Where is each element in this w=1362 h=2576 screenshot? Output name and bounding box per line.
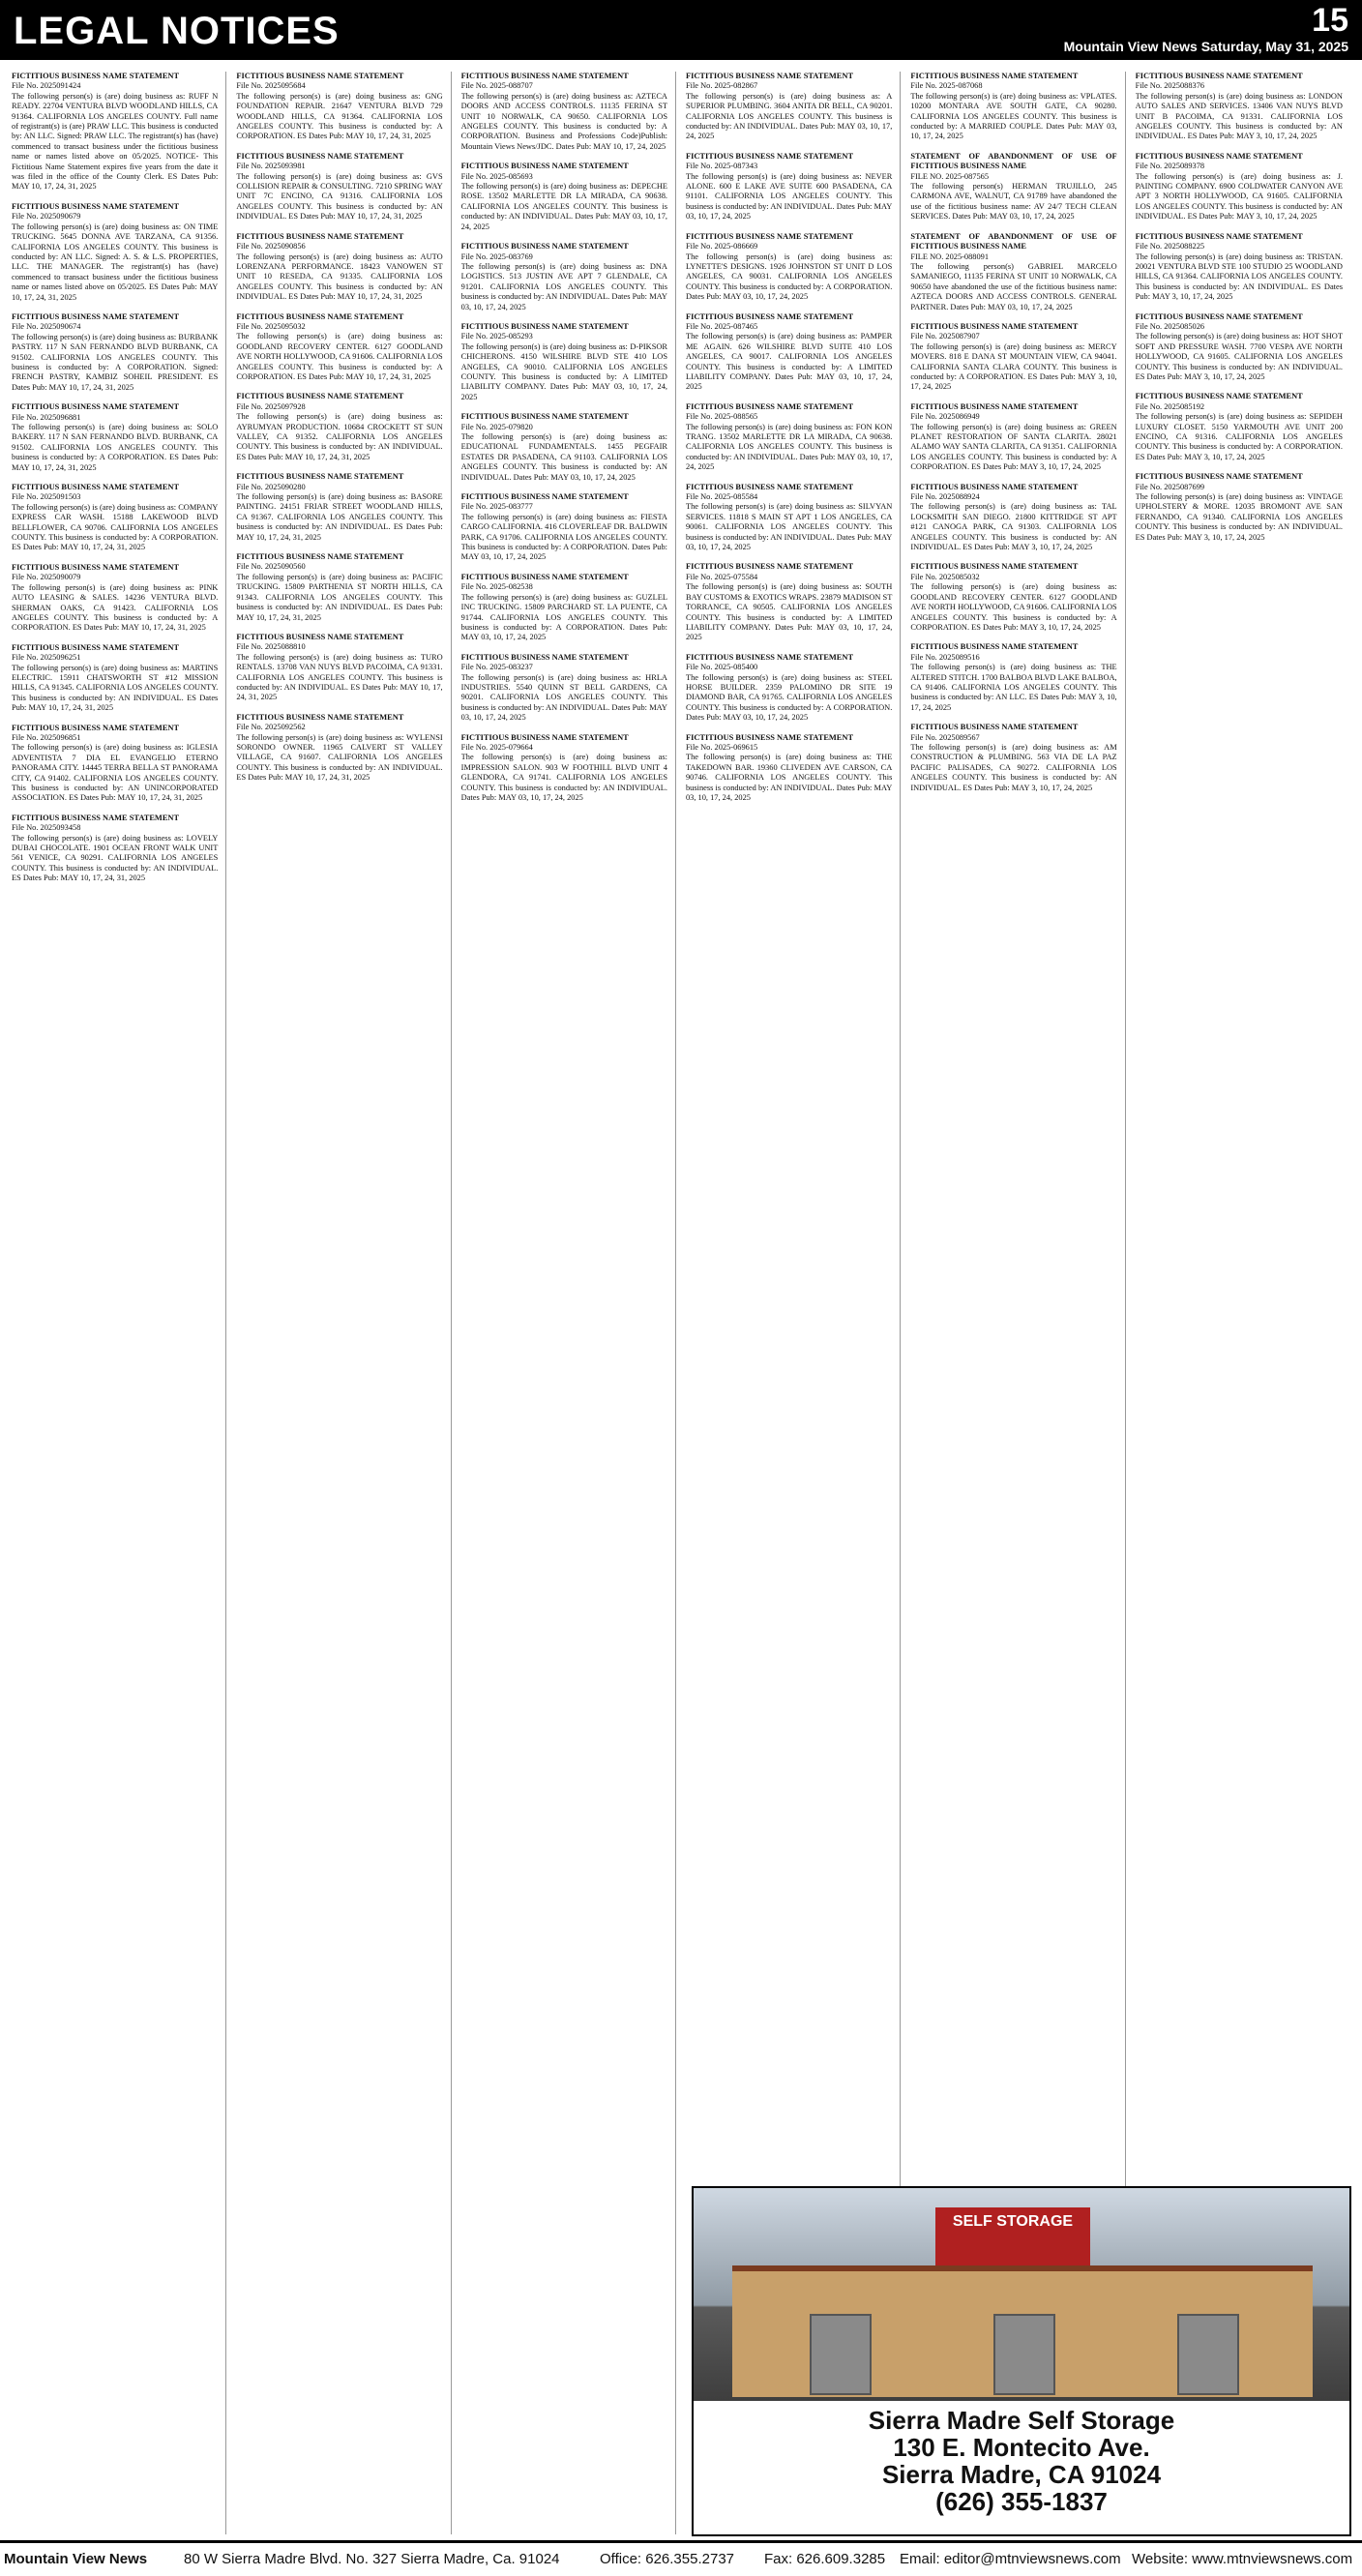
footer-email: Email: editor@mtnviewsnews.com xyxy=(900,2551,1121,2567)
legal-notice xyxy=(686,232,892,303)
legal-notice xyxy=(12,643,218,714)
page-header xyxy=(0,0,1362,60)
notice-body: The following person(s) is (are) doing business as: BURBANK PASTRY. 117 N SAN FERNANDO BLVD BURBANK, CA 91502. CALIFORNIA LOS ANGELES COUNTY. This business is conducted by: A CORPORATION. Signed: FRENCH PASTRY, KAMBIZ SOHEIL PRESIDENT. ES Dates Pub: MAY 10, 17, 24, 31, 2025 xyxy=(12,332,219,392)
legal-notice xyxy=(910,642,1116,713)
notice-heading: FICTITIOUS BUSINESS NAME STATEMENT xyxy=(460,652,629,662)
notice-heading: FICTITIOUS BUSINESS NAME STATEMENT xyxy=(236,311,404,321)
page-footer xyxy=(0,2540,1362,2576)
column-6 xyxy=(1136,72,1350,2534)
door-image xyxy=(810,2314,872,2395)
column-1 xyxy=(12,72,226,2534)
notice-file-number: File No. 2025087699 xyxy=(1135,482,1205,491)
notice-file-number: File No. 2025-085293 xyxy=(460,332,533,341)
notice-body: The following person(s) is (are) doing business as: AUTO LORENZANA PERFORMANCE. 18423 VANOWEN ST UNIT 10 RESEDA, CA 91335. CALIFORNIA LOS ANGELES COUNTY. This business is conducted by: AN INDIVIDUAL. ES Dates Pub: MAY 10, 17, 24, 31, 2025 xyxy=(236,252,443,302)
notice-file-number: File No. 2025090679 xyxy=(12,212,81,222)
ad-address: 130 E. Montecito Ave. xyxy=(893,2433,1150,2462)
legal-notice xyxy=(236,72,442,142)
notice-body: The following person(s) is (are) doing business as: THE ALTERED STITCH. 1700 BALBOA BLVD LAKE BALBOA, CA 91406. CALIFORNIA LOS ANGELES COUNTY. This business is conducted by: AN LLC. ES Dates Pub: MAY 3, 10, 17, 24, 2025 xyxy=(910,663,1117,712)
legal-notice xyxy=(461,72,667,152)
notice-heading: FICTITIOUS BUSINESS NAME STATEMENT xyxy=(460,572,629,581)
notice-heading: FICTITIOUS BUSINESS NAME STATEMENT xyxy=(460,412,629,422)
legal-notice xyxy=(461,162,667,232)
notice-file-number: File No. 2025091503 xyxy=(12,492,81,502)
notice-heading: FICTITIOUS BUSINESS NAME STATEMENT xyxy=(12,201,180,211)
notice-file-number: File No. 2025095684 xyxy=(236,81,306,91)
notice-heading: FICTITIOUS BUSINESS NAME STATEMENT xyxy=(685,231,854,241)
notice-body: The following person(s) is (are) doing business as: NEVER ALONE. 600 E LAKE AVE SUITE 600 PASADENA, CA 91101. CALIFORNIA LOS ANGELES COUNTY. This business is conducted by: AN INDIVIDUAL. Dates Pub: MAY 03, 10, 17, 24, 2025 xyxy=(685,171,893,222)
legal-notice xyxy=(461,733,667,804)
notice-body: The following person(s) is (are) doing business as: THE TAKEDOWN BAR. 19360 CLIVEDEN AVE CARSON, CA 90746. CALIFORNIA LOS ANGELES COUNTY. This business is conducted by: AN INDIVIDUAL. Dates Pub: MAY 03, 10, 17, 24, 2025 xyxy=(685,753,893,802)
notice-heading: FICTITIOUS BUSINESS NAME STATEMENT xyxy=(460,242,629,252)
notice-body: The following person(s) is (are) doing business as: STEEL HORSE BUILDER. 2359 PALOMINO DR SITE 19 DIAMOND BAR, CA 91765. CALIFORNIA LOS ANGELES COUNTY. This business is conducted by: A CORPORATION. Dates Pub: MAY 03, 10, 17, 24, 2025 xyxy=(685,672,893,723)
legal-notice xyxy=(1136,152,1343,222)
footer-phone: Office: 626.355.2737 xyxy=(600,2551,734,2567)
notice-heading: FICTITIOUS BUSINESS NAME STATEMENT xyxy=(1135,151,1303,161)
notice-file-number: File No. 2025088376 xyxy=(1135,81,1205,91)
notice-file-number: File No. 2025085026 xyxy=(1135,321,1205,331)
notice-file-number: File No. 2025085032 xyxy=(910,572,980,581)
notice-body: The following person(s) is (are) doing business as: PINK AUTO LEASING & SALES. 14236 VENTURA BLVD. SHERMAN OAKS, CA 91423. CALIFORNIA LOS ANGELES COUNTY. This business is conducted by: A CORPORATION. ES Dates Pub: MAY 10, 17, 24, 31, 2025 xyxy=(12,582,219,633)
legal-notice xyxy=(12,563,218,634)
notice-heading: FICTITIOUS BUSINESS NAME STATEMENT xyxy=(12,723,180,732)
notice-body: The following person(s) is (are) doing business as: GREEN PLANET RESTORATION OF SANTA CLARITA. 28021 ALAMO WAY SANTA CLARITA, CA 91351. CALIFORNIA LOS ANGELES COUNTY. This business is conducted by: A CORPORATION. ES Dates Pub: MAY 3, 10, 17, 24, 2025 xyxy=(910,422,1117,472)
notice-file-number: File No. 2025-079820 xyxy=(460,422,533,431)
notice-heading: FICTITIOUS BUSINESS NAME STATEMENT xyxy=(685,562,854,572)
storage-photo xyxy=(694,2188,1349,2401)
legal-notice xyxy=(236,713,442,784)
notice-body: The following person(s) is (are) doing business as: ON TIME TRUCKING. 5645 DONNA AVE TARZANA, CA 91356. CALIFORNIA LOS ANGELES COUNTY. This business is conducted by: AN LLC. Signed: A. S. & L.S. PROPERTIES, LLC. THE MANAGER. The registrant(s) has (have) commenced to transact business under the fictitious business name or names listed above on 05/2025. ES Dates Pub: MAY 10, 17, 24, 31, 2025 xyxy=(12,222,219,302)
notice-file-number: File No. 2025093458 xyxy=(12,823,81,833)
notice-heading: FICTITIOUS BUSINESS NAME STATEMENT xyxy=(236,632,404,641)
column-3 xyxy=(461,72,676,2534)
notice-file-number: FILE NO. 2025-088091 xyxy=(910,252,990,261)
page-number: 15 xyxy=(1312,2,1348,39)
footer-paper: Mountain View News xyxy=(4,2551,148,2567)
notice-file-number: File No. 2025085192 xyxy=(1135,401,1205,411)
legal-notice xyxy=(461,653,667,724)
notice-file-number: File No. 2025087907 xyxy=(910,332,980,341)
notice-heading: FICTITIOUS BUSINESS NAME STATEMENT xyxy=(910,482,1079,491)
notice-file-number: File No. 2025090856 xyxy=(236,242,306,252)
notice-file-number: File No. 2025088810 xyxy=(236,642,306,652)
notice-heading: FICTITIOUS BUSINESS NAME STATEMENT xyxy=(685,482,854,491)
notice-file-number: File No. 2025090674 xyxy=(12,322,81,332)
notice-heading: FICTITIOUS BUSINESS NAME STATEMENT xyxy=(236,72,404,80)
notice-file-number: File No. 2025-085693 xyxy=(460,171,533,181)
page-title: LEGAL NOTICES xyxy=(14,10,340,52)
notice-body: The following person(s) is (are) doing business as: FON KON TRANG. 13502 MARLETTE DR LA MIRADA, CA 90638. CALIFORNIA LOS ANGELES COUNTY. This business is conducted by: AN INDIVIDUAL. Dates Pub: MAY 03, 10, 17, 24, 2025 xyxy=(685,422,893,472)
notice-heading: FICTITIOUS BUSINESS NAME STATEMENT xyxy=(1135,392,1303,401)
notice-heading: FICTITIOUS BUSINESS NAME STATEMENT xyxy=(460,72,629,80)
notice-body: The following person(s) is (are) doing business as: GNG FOUNDATION REPAIR. 21647 VENTURA BLVD 729 WOODLAND HILLS, CA 91364. CALIFORNIA LOS ANGELES COUNTY. This business is conducted by: A CORPORATION. ES Dates Pub: MAY 10, 17, 24, 31, 2025 xyxy=(236,91,443,141)
notice-file-number: File No. 2025-083769 xyxy=(460,252,533,261)
legal-notice xyxy=(910,562,1116,633)
legal-notice xyxy=(686,733,892,804)
ad-phone: (626) 355-1837 xyxy=(935,2487,1108,2516)
notice-file-number: File No. 2025-086669 xyxy=(685,242,758,252)
legal-notice xyxy=(236,312,442,383)
notice-body: The following person(s) is (are) doing business as: HRLA INDUSTRIES. 5540 QUINN ST BELL GARDENS, CA 90201. CALIFORNIA LOS ANGELES COUNTY. This business is conducted by: AN INDIVIDUAL. Dates Pub: MAY 03, 10, 17, 24, 2025 xyxy=(460,672,667,723)
legal-notice xyxy=(461,573,667,643)
notice-body: The following person(s) is (are) doing business as: TRISTAN. 20021 VENTURA BLVD STE 100 STUDIO 25 WOODLAND HILLS, CA 91364. CALIFORNIA LOS ANGELES COUNTY. This business is conducted by: AN INDIVIDUAL. ES Dates Pub: MAY 3, 10, 17, 24, 2025 xyxy=(1135,252,1343,302)
notice-body: The following person(s) is (are) doing business as: LOVELY DUBAI CHOCOLATE. 1901 OCEAN FRONT WALK UNIT 561 VENICE, CA 90291. CALIFORNIA LOS ANGELES COUNTY. This business is conducted by: AN INDIVIDUAL. ES Dates Pub: MAY 10, 17, 24, 31, 2025 xyxy=(12,833,219,883)
notice-body: The following person(s) is (are) doing business as: BASORE PAINTING. 24151 FRIAR STREET WOODLAND HILLS, CA 91367. CALIFORNIA LOS ANGELES COUNTY. This business is conducted by: AN INDIVIDUAL. ES Dates Pub: MAY 10, 17, 24, 31, 2025 xyxy=(236,492,443,542)
notice-body: The following person(s) is (are) doing business as: EDUCATIONAL FUNDAMENTALS. 1455 PEGFAIR ESTATES DR PASADENA, CA 91103. CALIFORNIA LOS ANGELES COUNTY. This business is conducted by: AN INDIVIDUAL. Dates Pub: MAY 03, 10, 17, 24, 2025 xyxy=(460,432,667,482)
legal-notice xyxy=(12,402,218,473)
issue-line: Mountain View News Saturday, May 31, 2025 xyxy=(1063,39,1348,54)
legal-notice xyxy=(686,312,892,393)
notice-heading: FICTITIOUS BUSINESS NAME STATEMENT xyxy=(910,723,1079,732)
notice-file-number: File No. 2025-087465 xyxy=(685,321,758,331)
legal-notice xyxy=(461,322,667,402)
column-5 xyxy=(910,72,1125,2534)
notice-body: The following person(s) is (are) doing business as: DNA LOGISTICS. 513 JUSTIN AVE APT 7 GLENDALE, CA 91201. CALIFORNIA LOS ANGELES COUNTY. This business is conducted by: AN INDIVIDUAL. Dates Pub: MAY 03, 10, 17, 24, 2025 xyxy=(460,261,667,311)
notice-columns xyxy=(12,72,1350,2534)
notice-heading: FICTITIOUS BUSINESS NAME STATEMENT xyxy=(685,151,854,161)
notice-body: The following person(s) is (are) doing business as: DEPECHE ROSE. 13502 MARLETTE DR LA MIRADA, CA 90638. CALIFORNIA LOS ANGELES COUNTY. This business is conducted by: AN INDIVIDUAL. Dates Pub: MAY 03, 10, 17, 24, 2025 xyxy=(460,182,667,231)
legal-notice xyxy=(461,492,667,563)
notice-heading: FICTITIOUS BUSINESS NAME STATEMENT xyxy=(910,321,1079,331)
door-image xyxy=(993,2314,1055,2395)
notice-file-number: File No. 2025-082538 xyxy=(460,582,533,592)
legal-notice xyxy=(686,402,892,473)
notice-heading: FICTITIOUS BUSINESS NAME STATEMENT xyxy=(12,562,180,572)
notice-file-number: File No. 2025-085400 xyxy=(685,663,758,672)
notice-file-number: File No. 2025-085584 xyxy=(685,492,758,502)
footer-address: 80 W Sierra Madre Blvd. No. 327 Sierra Madre, Ca. 91024 xyxy=(184,2551,560,2567)
notice-file-number: File No. 2025-088707 xyxy=(460,81,533,91)
notice-file-number: File No. 2025096251 xyxy=(12,653,81,663)
notice-file-number: File No. 2025-083777 xyxy=(460,502,533,512)
column-2 xyxy=(236,72,451,2534)
legal-notice xyxy=(910,152,1116,222)
notice-file-number: File No. 2025088924 xyxy=(910,492,980,502)
notice-heading: FICTITIOUS BUSINESS NAME STATEMENT xyxy=(12,483,180,492)
notice-file-number: File No. 2025096851 xyxy=(12,732,81,742)
notice-heading: STATEMENT OF ABANDONMENT OF USE OF FICTITIOUS BUSINESS NAME xyxy=(910,231,1117,252)
legal-notice xyxy=(236,552,442,623)
notice-heading: FICTITIOUS BUSINESS NAME STATEMENT xyxy=(236,712,404,722)
notice-heading: FICTITIOUS BUSINESS NAME STATEMENT xyxy=(910,401,1079,411)
notice-file-number: File No. 2025-079664 xyxy=(460,742,533,752)
notice-body: The following person(s) is (are) doing business as: PACIFIC TRUCKING. 15809 PARTHENIA ST NORTH HILLS, CA 91343. CALIFORNIA LOS ANGELES COUNTY. This business is conducted by: AN INDIVIDUAL. ES Dates Pub: MAY 10, 17, 24, 31, 2025 xyxy=(236,572,443,622)
notice-file-number: File No. 2025097928 xyxy=(236,401,306,411)
notice-heading: FICTITIOUS BUSINESS NAME STATEMENT xyxy=(1135,72,1303,80)
notice-body: The following person(s) is (are) doing business as: GOODLAND RECOVERY CENTER. 6127 GOODLAND AVE NORTH HOLLYWOOD, CA 91606. CALIFORNIA LOS ANGELES COUNTY. This business is conducted by: A CORPORATION. ES Dates Pub: MAY 10, 17, 24, 31, 2025 xyxy=(236,332,443,381)
notice-file-number: File No. 2025090560 xyxy=(236,562,306,572)
notice-body: The following person(s) is (are) doing business as: VINTAGE UPHOLSTERY & MORE. 12035 BROMONT AVE SAN FERNANDO, CA 91340. CALIFORNIA LOS ANGELES COUNTY. This business is conducted by: AN INDIVIDUAL. ES Dates Pub: MAY 3, 10, 17, 24, 2025 xyxy=(1135,492,1343,542)
notice-body: The following person(s) is (are) doing business as: MARTINS ELECTRIC. 15911 CHATSWORTH ST #12 MISSION HILLS, CA 91345. CALIFORNIA LOS ANGELES COUNTY. This business is conducted by: AN INDIVIDUAL. ES Dates Pub: MAY 10, 17, 24, 31, 2025 xyxy=(12,663,219,713)
notice-heading: FICTITIOUS BUSINESS NAME STATEMENT xyxy=(685,72,854,80)
notice-heading: FICTITIOUS BUSINESS NAME STATEMENT xyxy=(12,813,180,822)
notice-body: The following person(s) is (are) doing business as: J. PAINTING COMPANY. 6900 COLDWATER CANYON AVE APT 3 NORTH HOLLYWOOD, CA 91605. CALIFORNIA LOS ANGELES COUNTY. This business is conducted by: AN INDIVIDUAL. ES Dates Pub: MAY 3, 10, 17, 24, 2025 xyxy=(1135,171,1343,222)
notice-body: The following person(s) is (are) doing business as: TAL LOCKSMITH SAN DIEGO. 21800 KITTRIDGE ST APT #121 CANOGA PARK, CA 91303. CALIFORNIA LOS ANGELES COUNTY. This business is conducted by: AN INDIVIDUAL. ES Dates Pub: MAY 3, 10, 17, 24, 2025 xyxy=(910,502,1117,552)
notice-body: The following person(s) is (are) doing business as: SEPIDEH LUXURY CLOSET. 5150 YARMOUTH AVE UNIT 200 ENCINO, CA 91316. CALIFORNIA LOS ANGELES COUNTY. This business is conducted by: A CORPORATION. ES Dates Pub: MAY 3, 10, 17, 24, 2025 xyxy=(1135,412,1343,461)
notice-heading: FICTITIOUS BUSINESS NAME STATEMENT xyxy=(685,732,854,742)
notice-heading: FICTITIOUS BUSINESS NAME STATEMENT xyxy=(910,72,1079,80)
notice-heading: FICTITIOUS BUSINESS NAME STATEMENT xyxy=(12,402,180,412)
legal-notice xyxy=(1136,472,1343,543)
notice-heading: FICTITIOUS BUSINESS NAME STATEMENT xyxy=(685,401,854,411)
notice-file-number: File No. 2025093981 xyxy=(236,162,306,171)
notice-file-number: File No. 2025089567 xyxy=(910,732,980,742)
legal-notice xyxy=(12,814,218,884)
storage-ad xyxy=(692,2186,1351,2536)
notice-body: The following person(s) is (are) doing business as: IMPRESSION SALON. 903 W FOOTHILL BLVD UNIT 4 GLENDORA, CA 91741. CALIFORNIA LOS ANGELES COUNTY. This business is conducted by: AN INDIVIDUAL. Dates Pub: MAY 03, 10, 17, 24, 2025 xyxy=(460,753,667,802)
notice-file-number: FILE NO. 2025-087565 xyxy=(910,171,990,181)
notice-file-number: File No. 2025092562 xyxy=(236,723,306,732)
notice-file-number: File No. 2025-088565 xyxy=(685,412,758,422)
notice-heading: FICTITIOUS BUSINESS NAME STATEMENT xyxy=(236,472,404,482)
notice-heading: FICTITIOUS BUSINESS NAME STATEMENT xyxy=(12,72,180,80)
notice-heading: FICTITIOUS BUSINESS NAME STATEMENT xyxy=(236,231,404,241)
legal-notice xyxy=(910,322,1116,393)
notice-body: The following person(s) is (are) doing business as: VPLATES. 10200 MONTARA AVE SOUTH GATE, CA 90280. CALIFORNIA LOS ANGELES COUNTY. This business is conducted by: A MARRIED COUPLE. Dates Pub: MAY 03, 10, 17, 24, 2025 xyxy=(910,91,1117,141)
notice-body: The following person(s) is (are) doing business as: GVS COLLISION REPAIR & CONSULTING. 7210 SPRING WAY UNIT 7C ENCINO, CA 91316. CALIFORNIA LOS ANGELES COUNTY. This business is conducted by: AN INDIVIDUAL. ES Dates Pub: MAY 10, 17, 24, 31, 2025 xyxy=(236,171,443,222)
legal-notice xyxy=(1136,232,1343,303)
notice-heading: FICTITIOUS BUSINESS NAME STATEMENT xyxy=(1135,231,1303,241)
legal-notice xyxy=(1136,392,1343,462)
notice-heading: FICTITIOUS BUSINESS NAME STATEMENT xyxy=(1135,472,1303,482)
notice-file-number: File No. 2025-087068 xyxy=(910,81,983,91)
notice-file-number: File No. 2025-083237 xyxy=(460,663,533,672)
legal-notice xyxy=(1136,72,1343,142)
notice-heading: STATEMENT OF ABANDONMENT OF USE OF FICTITIOUS BUSINESS NAME xyxy=(910,151,1117,171)
notice-heading: FICTITIOUS BUSINESS NAME STATEMENT xyxy=(236,151,404,161)
legal-notice xyxy=(910,72,1116,142)
legal-notice xyxy=(12,483,218,553)
notice-body: The following person(s) HERMAN TRUJILLO, 245 CARMONA AVE, WALNUT, CA 91789 have abandoned the use of the fictitious business name: AV 24/7 TECH CLEAN SERVICES. Dates Pub: MAY 03, 10, 17, 24, 2025 xyxy=(910,182,1117,222)
notice-heading: FICTITIOUS BUSINESS NAME STATEMENT xyxy=(12,311,180,321)
notice-file-number: File No. 2025-082867 xyxy=(685,81,758,91)
notice-file-number: File No. 2025086949 xyxy=(910,412,980,422)
notice-body: The following person(s) is (are) doing business as: SOLO BAKERY. 117 N SAN FERNANDO BLVD. BURBANK, CA 91502. CALIFORNIA LOS ANGELES COUNTY. This business is conducted by: A CORPORATION. ES Dates Pub: MAY 10, 17, 24, 31, 2025 xyxy=(12,423,219,472)
legal-notice xyxy=(461,412,667,483)
notice-body: The following person(s) is (are) doing business as: TURO RENTALS. 13708 VAN NUYS BLVD PACOIMA, CA 91331. CALIFORNIA LOS ANGELES COUNTY. This business is conducted by: AN INDIVIDUAL. ES Dates Pub: MAY 10, 17, 24, 31, 2025 xyxy=(236,652,443,702)
notice-body: The following person(s) is (are) doing business as: IGLESIA ADVENTISTA 7 DIA EL EVANGELIO ETERNO PANORAMA CITY. 14445 TERRA BELLA ST PANORAMA CITY, CA 91402. CALIFORNIA LOS ANGELES COUNTY. This business is conducted by: AN UNINCORPORATED ASSOCIATION. ES Dates Pub: MAY 10, 17, 24, 31, 2025 xyxy=(12,743,219,803)
notice-body: The following person(s) is (are) doing business as: RUFF N READY. 22704 VENTURA BLVD WOODLAND HILLS, CA 91364. CALIFORNIA LOS ANGELES COUNTY. Full name of registrant(s) is (are) PRAW LLC. This business is conducted by: AN LLC. Signed: PRAW LLC. The registrant(s) has (have) commenced to transact business under the fictitious business name or names listed above on 05/2025. NOTICE- This Fictitious Name Statement expires five years from the date it was filed in the office of the County Clerk. ES Dates Pub: MAY 10, 17, 24, 31, 2025 xyxy=(12,91,219,192)
notice-heading: FICTITIOUS BUSINESS NAME STATEMENT xyxy=(460,732,629,742)
notice-file-number: File No. 2025090280 xyxy=(236,482,306,491)
notice-body: The following person(s) is (are) doing business as: LONDON AUTO SALES AND SERVICES. 13406 VAN NUYS BLVD UNIT B PACOIMA, CA 91331. CALIFORNIA LOS ANGELES COUNTY. This business is conducted by: AN INDIVIDUAL. ES Dates Pub: MAY 3, 10, 17, 24, 2025 xyxy=(1135,91,1343,141)
notice-file-number: File No. 2025088225 xyxy=(1135,242,1205,252)
notice-heading: FICTITIOUS BUSINESS NAME STATEMENT xyxy=(236,552,404,562)
legal-notice xyxy=(12,312,218,393)
notice-heading: FICTITIOUS BUSINESS NAME STATEMENT xyxy=(685,652,854,662)
notice-body: The following person(s) is (are) doing business as: A SUPERIOR PLUMBING. 3604 ANITA DR BELL, CA 90201. CALIFORNIA LOS ANGELES COUNTY. This business is conducted by: AN INDIVIDUAL. Dates Pub: MAY 03, 10, 17, 24, 2025 xyxy=(685,91,893,141)
notice-heading: FICTITIOUS BUSINESS NAME STATEMENT xyxy=(236,392,404,401)
notice-heading: FICTITIOUS BUSINESS NAME STATEMENT xyxy=(910,642,1079,652)
notice-file-number: File No. 2025-069615 xyxy=(685,742,758,752)
notice-body: The following person(s) is (are) doing business as: D-PIKSOR CHICHERONS. 4150 WILSHIRE BLVD STE 410 LOS ANGELES, CA 90010. CALIFORNIA LOS ANGELES COUNTY. This business is conducted by: A LIMITED LIABILITY COMPANY. Dates Pub: MAY 03, 10, 17, 24, 2025 xyxy=(460,341,667,401)
notice-body: The following person(s) is (are) doing business as: GOODLAND RECOVERY CENTER. 6127 GOODLAND AVE NORTH HOLLYWOOD, CA 91606. CALIFORNIA LOS ANGELES COUNTY. This business is conducted by: A CORPORATION. ES Dates Pub: MAY 3, 10, 17, 24, 2025 xyxy=(910,582,1117,632)
legal-notice xyxy=(236,472,442,543)
footer-website: Website: www.mtnviewsnews.com xyxy=(1132,2551,1353,2567)
storage-sign: SELF STORAGE xyxy=(935,2207,1090,2265)
legal-notice xyxy=(686,562,892,642)
notice-body: The following person(s) is (are) doing business as: SILVYAN SERVICES. 11818 S MAIN ST APT 1 LOS ANGELES, CA 90061. CALIFORNIA LOS ANGELES COUNTY. This business is conducted by: AN INDIVIDUAL. Dates Pub: MAY 03, 10, 17, 24, 2025 xyxy=(685,502,893,552)
legal-notice xyxy=(686,72,892,142)
legal-notice xyxy=(686,152,892,222)
notice-file-number: File No. 2025091424 xyxy=(12,81,81,91)
legal-notice xyxy=(910,402,1116,473)
notice-heading: FICTITIOUS BUSINESS NAME STATEMENT xyxy=(1135,311,1303,321)
legal-notice xyxy=(686,653,892,724)
notice-file-number: File No. 2025095032 xyxy=(236,321,306,331)
notice-body: The following person(s) is (are) doing business as: COMPANY EXPRESS CAR WASH. 15188 LAKEWOOD BLVD BELLFLOWER, CA 90706. CALIFORNIA LOS ANGELES COUNTY. This business is conducted by: A CORPORATION. ES Dates Pub: MAY 10, 17, 24, 31, 2025 xyxy=(12,502,219,552)
legal-notice xyxy=(12,202,218,303)
notice-body: The following person(s) is (are) doing business as: FIESTA CARGO CALIFORNIA. 416 CLOVERLEAF DR. BALDWIN PARK, CA 91706. CALIFORNIA LOS ANGELES COUNTY. This business is conducted by: A CORPORATION. Dates Pub: MAY 03, 10, 17, 24, 2025 xyxy=(460,512,667,562)
legal-notice xyxy=(461,242,667,312)
notice-file-number: File No. 2025-087343 xyxy=(685,162,758,171)
ad-name: Sierra Madre Self Storage xyxy=(868,2406,1175,2435)
footer-fax: Fax: 626.609.3285 xyxy=(764,2551,886,2567)
door-image xyxy=(1177,2314,1239,2395)
legal-notice xyxy=(12,724,218,804)
notice-body: The following person(s) is (are) doing business as: SOUTH BAY CUSTOMS & EXOTICS WRAPS. 23879 MADISON ST TORRANCE, CA 90505. CALIFORNIA LOS ANGELES COUNTY. This business is conducted by: A LIMITED LIABILITY COMPANY. Dates Pub: MAY 03, 10, 17, 24, 2025 xyxy=(685,582,893,642)
notice-body: The following person(s) is (are) doing business as: MERCY MOVERS. 818 E DANA ST MOUNTAIN VIEW, CA 94041. CALIFORNIA SANTA CLARA COUNTY. This business is conducted by: A CORPORATION. ES Dates Pub: MAY 3, 10, 17, 24, 2025 xyxy=(910,341,1117,392)
legal-notice xyxy=(910,483,1116,553)
notice-file-number: File No. 2025089378 xyxy=(1135,162,1205,171)
notice-heading: FICTITIOUS BUSINESS NAME STATEMENT xyxy=(460,162,629,171)
ad-city: Sierra Madre, CA 91024 xyxy=(881,2460,1162,2489)
legal-notice xyxy=(236,392,442,462)
notice-heading: FICTITIOUS BUSINESS NAME STATEMENT xyxy=(460,492,629,502)
notice-file-number: File No. 2025096881 xyxy=(12,412,81,422)
notice-file-number: File No. 2025090079 xyxy=(12,573,81,582)
notice-heading: FICTITIOUS BUSINESS NAME STATEMENT xyxy=(460,321,629,331)
legal-notice xyxy=(236,633,442,703)
notice-heading: FICTITIOUS BUSINESS NAME STATEMENT xyxy=(685,311,854,321)
notice-body: The following person(s) GABRIEL MARCELO SAMANIEGO, 11135 FERINA ST UNIT 10 NORWALK, CA 90650 have abandoned the use of the fictitious business name: AZTECA DOORS AND ACCESS CONTROLS. GENERAL PARTNER. Dates Pub: MAY 03, 10, 17, 24, 2025 xyxy=(910,261,1117,311)
notice-body: The following person(s) is (are) doing business as: LYNETTE'S DESIGNS. 1926 JOHNSTON ST UNIT D LOS ANGELES, CA 90031. CALIFORNIA LOS ANGELES COUNTY. This business is conducted by: A CORPORATION. Dates Pub: MAY 03, 10, 17, 24, 2025 xyxy=(685,252,893,302)
legal-notice xyxy=(1136,312,1343,383)
notice-body: The following person(s) is (are) doing business as: HOT SHOT SOFT AND PRESSURE WASH. 7700 VESPA AVE NORTH HOLLYWOOD, CA 91605. CALIFORNIA LOS ANGELES COUNTY. This business is conducted by: AN INDIVIDUAL. ES Dates Pub: MAY 3, 10, 17, 24, 2025 xyxy=(1135,332,1343,381)
notice-heading: FICTITIOUS BUSINESS NAME STATEMENT xyxy=(910,562,1079,572)
ad-caption xyxy=(694,2407,1349,2515)
notice-body: The following person(s) is (are) doing business as: WYLENSI SORONDO OWNER. 11965 CALVERT ST VALLEY VILLAGE, CA 91607. CALIFORNIA LOS ANGELES COUNTY. This business is conducted by: AN INDIVIDUAL. ES Dates Pub: MAY 10, 17, 24, 31, 2025 xyxy=(236,732,443,783)
notice-body: The following person(s) is (are) doing business as: PAMPER ME AGAIN. 626 WILSHIRE BLVD SUITE 410 LOS ANGELES, CA 90017. CALIFORNIA LOS ANGELES COUNTY. This business is conducted by: A LIMITED LIABILITY COMPANY. Dates Pub: MAY 03, 10, 17, 24, 2025 xyxy=(685,332,893,392)
legal-notice xyxy=(236,232,442,303)
legal-notice xyxy=(12,72,218,192)
notice-body: The following person(s) is (are) doing business as: GUZLEL INC TRUCKING. 15809 PARCHARD ST. LA PUENTE, CA 91744. CALIFORNIA LOS ANGELES COUNTY. This business is conducted by: A CORPORATION. Dates Pub: MAY 03, 10, 17, 24, 2025 xyxy=(460,592,667,642)
legal-notice xyxy=(910,723,1116,793)
legal-notice xyxy=(910,232,1116,312)
notice-heading: FICTITIOUS BUSINESS NAME STATEMENT xyxy=(12,642,180,652)
notice-file-number: File No. 2025089516 xyxy=(910,652,980,662)
notice-body: The following person(s) is (are) doing business as: AM CONSTRUCTION & PLUMBING. 563 VIA DE LA PAZ PACIFIC PALISADES, CA 90272. CALIFORNIA LOS ANGELES COUNTY. This business is conducted by: AN INDIVIDUAL. ES Dates Pub: MAY 3, 10, 17, 24, 2025 xyxy=(910,742,1117,792)
notice-body: The following person(s) is (are) doing business as: AZTECA DOORS AND ACCESS CONTROLS. 11135 FERINA ST UNIT 10 NORWALK, CA 90650. CALIFORNIA LOS ANGELES COUNTY. This business is conducted by: A CORPORATION. Business and Professions Code)Publish: Mountain Views News/JDC. Dates Pub: MAY 10, 17, 24, 2025 xyxy=(460,91,667,151)
legal-notice xyxy=(686,483,892,553)
notice-file-number: File No. 2025-075584 xyxy=(685,572,758,581)
legal-notice xyxy=(236,152,442,222)
notice-body: The following person(s) is (are) doing business as: AYRUMYAN PRODUCTION. 10684 CROCKETT ST SUN VALLEY, CA 91352. CALIFORNIA LOS ANGELES COUNTY. This business is conducted by: AN INDIVIDUAL. ES Dates Pub: MAY 10, 17, 24, 31, 2025 xyxy=(236,412,443,461)
column-4 xyxy=(686,72,901,2534)
